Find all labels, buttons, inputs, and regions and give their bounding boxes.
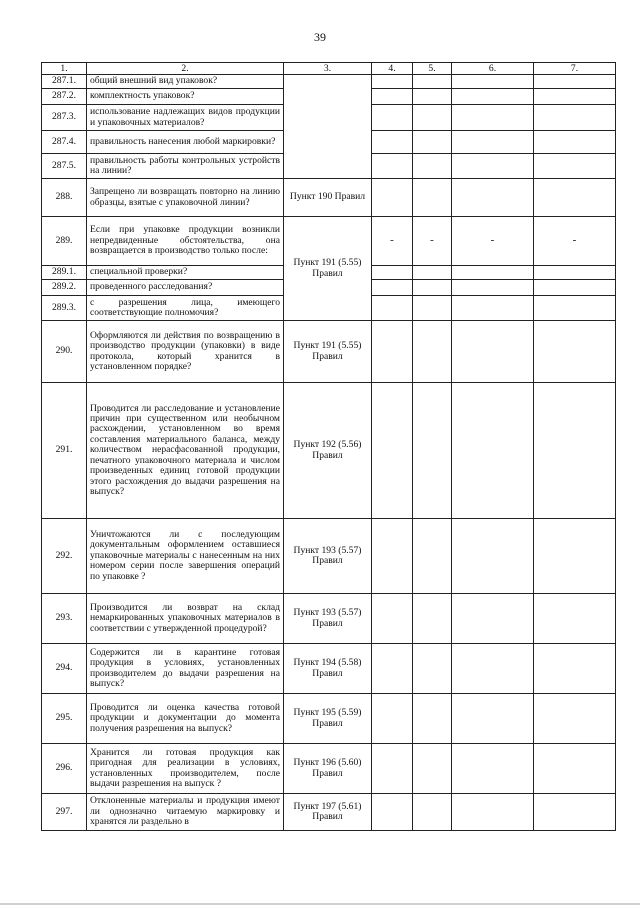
row-number: 288.	[42, 179, 87, 217]
cell-col-4	[372, 644, 413, 694]
cell-col-6	[452, 519, 534, 594]
cell-col-5	[413, 75, 452, 89]
cell-col-6	[452, 321, 534, 383]
row-number: 289.	[42, 217, 87, 266]
cell-col-4	[372, 75, 413, 89]
cell-col-5	[413, 154, 452, 179]
table-row	[42, 594, 616, 644]
cell-col-7	[534, 383, 616, 519]
cell-col-5	[413, 280, 452, 296]
cell-col-6	[452, 105, 534, 131]
row-number: 289.1.	[42, 266, 87, 280]
row-question: Запрещено ли возвращать повторно на линию образцы, взятые с упаковочной линии?	[87, 179, 284, 217]
row-question: правильность работы контрольных устройств на линии?	[87, 154, 284, 179]
header-col-2: 2.	[87, 63, 284, 75]
checklist-table	[41, 62, 616, 831]
cell-col-4	[372, 154, 413, 179]
cell-col-7	[534, 296, 616, 321]
row-question: Уничтожаются ли с последующим документальным оформлением оставшиеся упаковочные материалы с нанесенным на них номером серии после завершения операций по упаковке ?	[87, 519, 284, 594]
cell-col-5	[413, 321, 452, 383]
row-number: 289.3.	[42, 296, 87, 321]
row-reference: Пункт 195 (5.59) Правил	[284, 694, 372, 744]
cell-col-6	[452, 280, 534, 296]
row-reference: Пункт 193 (5.57) Правил	[284, 519, 372, 594]
row-question: Если при упаковке продукции возникли непредвиденные обстоятельства, она возвращается в производство только после:	[87, 217, 284, 266]
cell-col-4	[372, 694, 413, 744]
header-col-5: 5.	[413, 63, 452, 75]
cell-col-4	[372, 744, 413, 794]
cell-col-5	[413, 131, 452, 154]
cell-col-5	[413, 383, 452, 519]
cell-col-4	[372, 383, 413, 519]
cell-col-6	[452, 794, 534, 831]
row-question: Проводится ли расследование и установление причин при существенном или необычном расхождении, установленном во время составления материального баланса, между количеством нерасфасованной продукции, печатного упаковочного материала и числом произведенных единиц готовой продукции этого расхождения до выдачи разрешения на выпуск?	[87, 383, 284, 519]
row-number: 289.2.	[42, 280, 87, 296]
row-reference	[284, 75, 372, 179]
cell-col-5	[413, 694, 452, 744]
table-row	[42, 75, 616, 89]
row-number: 287.2.	[42, 89, 87, 105]
cell-col-7: -	[534, 217, 616, 266]
cell-col-7	[534, 744, 616, 794]
row-question: специальной проверки?	[87, 266, 284, 280]
cell-col-4	[372, 519, 413, 594]
cell-col-6	[452, 75, 534, 89]
cell-col-6	[452, 89, 534, 105]
table-row	[42, 644, 616, 694]
cell-col-5	[413, 644, 452, 694]
header-col-4: 4.	[372, 63, 413, 75]
cell-col-6	[452, 266, 534, 280]
cell-col-4	[372, 296, 413, 321]
row-number: 287.5.	[42, 154, 87, 179]
row-question: общий внешний вид упаковок?	[87, 75, 284, 89]
cell-col-4	[372, 321, 413, 383]
cell-col-6	[452, 644, 534, 694]
header-row	[42, 63, 616, 75]
cell-col-4	[372, 131, 413, 154]
row-reference: Пункт 196 (5.60) Правил	[284, 744, 372, 794]
cell-col-4	[372, 89, 413, 105]
cell-col-6	[452, 179, 534, 217]
row-number: 287.4.	[42, 131, 87, 154]
cell-col-5	[413, 594, 452, 644]
row-reference: Пункт 192 (5.56) Правил	[284, 383, 372, 519]
header-col-3: 3.	[284, 63, 372, 75]
page-number: 39	[314, 30, 326, 44]
table-row	[42, 217, 616, 266]
row-reference: Пункт 191 (5.55) Правил	[284, 217, 372, 321]
cell-col-4	[372, 280, 413, 296]
cell-col-4	[372, 179, 413, 217]
row-question: Содержится ли в карантине готовая продукция в условиях, установленных производителем до выдачи разрешения на выпуск?	[87, 644, 284, 694]
row-number: 287.1.	[42, 75, 87, 89]
cell-col-6	[452, 131, 534, 154]
cell-col-7	[534, 154, 616, 179]
cell-col-6	[452, 694, 534, 744]
cell-col-4	[372, 594, 413, 644]
cell-col-4: -	[372, 217, 413, 266]
table-row	[42, 179, 616, 217]
cell-col-5	[413, 296, 452, 321]
cell-col-5	[413, 179, 452, 217]
cell-col-7	[534, 794, 616, 831]
table-row	[42, 321, 616, 383]
cell-col-5	[413, 266, 452, 280]
row-question: Оформляются ли действия по возвращению в производство продукции (упаковки) в виде протокола, который хранится в установленном порядке?	[87, 321, 284, 383]
cell-col-6	[452, 296, 534, 321]
table-row	[42, 519, 616, 594]
table-row	[42, 744, 616, 794]
row-question: Проводится ли оценка качества готовой продукции и документации до момента получения разрешения на выпуск?	[87, 694, 284, 744]
cell-col-6	[452, 744, 534, 794]
row-number: 294.	[42, 644, 87, 694]
cell-col-7	[534, 644, 616, 694]
row-number: 291.	[42, 383, 87, 519]
cell-col-7	[534, 280, 616, 296]
cell-col-5	[413, 89, 452, 105]
cell-col-6	[452, 383, 534, 519]
row-number: 295.	[42, 694, 87, 744]
table-row	[42, 694, 616, 744]
row-number: 297.	[42, 794, 87, 831]
header-col-6: 6.	[452, 63, 534, 75]
cell-col-5: -	[413, 217, 452, 266]
cell-col-7	[534, 519, 616, 594]
cell-col-7	[534, 594, 616, 644]
row-question: с разрешения лица, имеющего соответствующие полномочия?	[87, 296, 284, 321]
row-reference: Пункт 197 (5.61) Правил	[284, 794, 372, 831]
cell-col-7	[534, 105, 616, 131]
row-question: проведенного расследования?	[87, 280, 284, 296]
cell-col-7	[534, 75, 616, 89]
table-row	[42, 383, 616, 519]
header-col-1: 1.	[42, 63, 87, 75]
row-question: правильность нанесения любой маркировки?	[87, 131, 284, 154]
row-number: 293.	[42, 594, 87, 644]
row-number: 287.3.	[42, 105, 87, 131]
row-question: использование надлежащих видов продукции и упаковочных материалов?	[87, 105, 284, 131]
row-number: 290.	[42, 321, 87, 383]
table-row	[42, 794, 616, 831]
row-reference: Пункт 190 Правил	[284, 179, 372, 217]
cell-col-7	[534, 694, 616, 744]
row-question: Хранится ли готовая продукция как пригодная для реализации в условиях, установленных производителем, после выдачи разрешения на выпуск ?	[87, 744, 284, 794]
cell-col-7	[534, 89, 616, 105]
cell-col-5	[413, 744, 452, 794]
row-reference: Пункт 194 (5.58) Правил	[284, 644, 372, 694]
row-reference: Пункт 191 (5.55) Правил	[284, 321, 372, 383]
header-col-7: 7.	[534, 63, 616, 75]
row-reference: Пункт 193 (5.57) Правил	[284, 594, 372, 644]
row-number: 292.	[42, 519, 87, 594]
row-question: Производится ли возврат на склад немаркированных упаковочных материалов в соответствии с утвержденной процедурой?	[87, 594, 284, 644]
cell-col-7	[534, 131, 616, 154]
row-number: 296.	[42, 744, 87, 794]
cell-col-7	[534, 266, 616, 280]
cell-col-6	[452, 154, 534, 179]
row-question: комплектность упаковок?	[87, 89, 284, 105]
cell-col-5	[413, 105, 452, 131]
cell-col-7	[534, 179, 616, 217]
cell-col-4	[372, 105, 413, 131]
cell-col-7	[534, 321, 616, 383]
cell-col-4	[372, 266, 413, 280]
cell-col-6: -	[452, 217, 534, 266]
cell-col-4	[372, 794, 413, 831]
cell-col-5	[413, 794, 452, 831]
cell-col-5	[413, 519, 452, 594]
row-question: Отклоненные материалы и продукция имеют ли однозначно читаемую маркировку и хранятся ли раздельно в	[87, 794, 284, 831]
cell-col-6	[452, 594, 534, 644]
